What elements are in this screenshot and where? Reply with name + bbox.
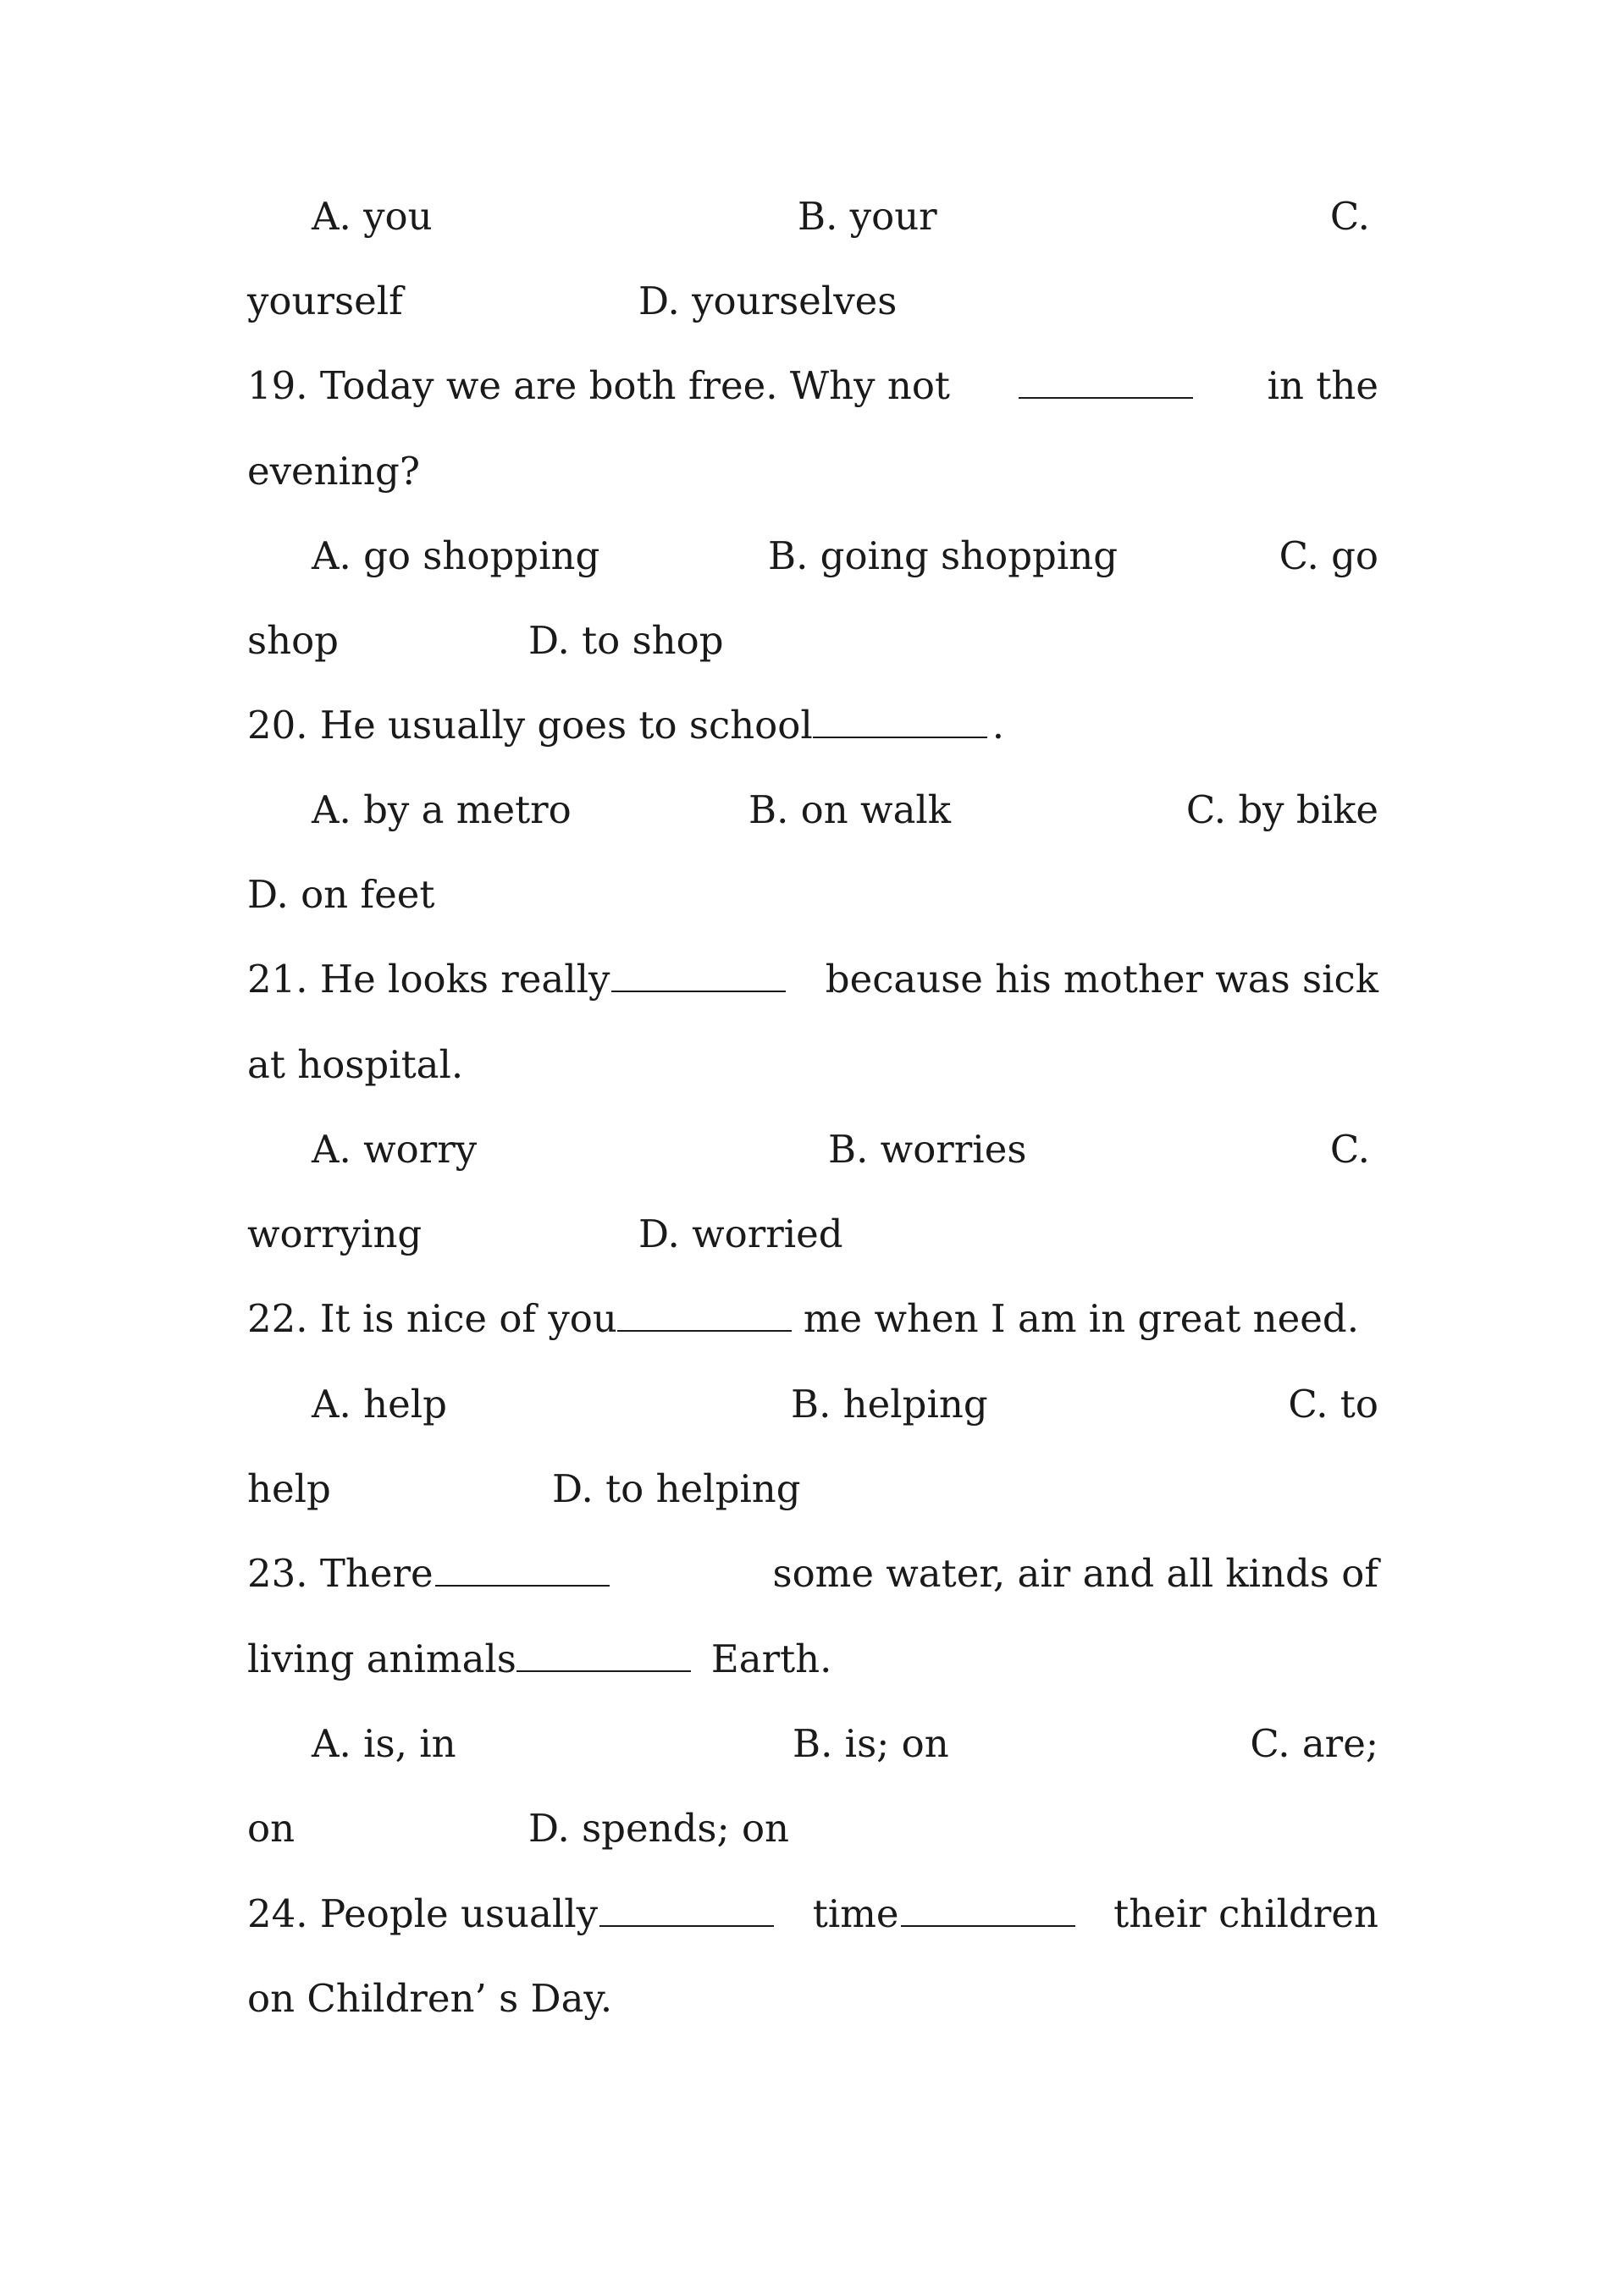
- q22-options-row-2: [247, 1460, 1378, 1519]
- q20-option-c: C. by bike: [1185, 787, 1378, 832]
- q19-stem-continued: evening?: [247, 449, 420, 494]
- q19-option-c-continued: shop: [247, 618, 339, 663]
- q24-stem-start-group: [247, 1885, 779, 1944]
- q20-stem-start: 20. He usually goes to school: [247, 703, 813, 748]
- q24-question-stem: [247, 1885, 1378, 1944]
- q23-options-row-2: [247, 1799, 1378, 1858]
- q23-option-c: C. are;: [1250, 1721, 1378, 1766]
- q20-stem-end: .: [992, 703, 1005, 748]
- q23-question-stem: [247, 1544, 1378, 1603]
- q21-stem-start: 21. He looks really: [247, 957, 610, 1002]
- q23-stem-start-group: [247, 1544, 615, 1603]
- q19-stem-end: in the: [1267, 363, 1378, 408]
- q23-stem-continued-end: Earth.: [710, 1636, 832, 1681]
- q21-question-stem-2: [247, 1035, 1378, 1095]
- q19-option-a: A. go shopping: [312, 533, 600, 578]
- q21-question-stem: [247, 950, 1378, 1009]
- q23-option-a: A. is, in: [312, 1721, 456, 1766]
- q24-answer-blank-1[interactable]: [599, 1888, 774, 1927]
- q22-options-row: [247, 1375, 1378, 1434]
- q23-question-stem-2: [247, 1630, 1378, 1689]
- q24-answer-blank-2[interactable]: [901, 1888, 1075, 1927]
- q20-option-b: B. on walk: [748, 787, 952, 832]
- q24-stem-mid-group: [813, 1885, 1080, 1944]
- q23-stem-continued-start: living animals: [247, 1636, 516, 1681]
- q21-options-row: [247, 1120, 1378, 1179]
- q22-option-d: D. to helping: [552, 1466, 801, 1511]
- q19-option-c: C. go: [1279, 533, 1378, 578]
- q22-option-b: B. helping: [791, 1382, 988, 1427]
- q20-question-stem: [247, 696, 1378, 755]
- q20-option-a: A. by a metro: [312, 787, 572, 832]
- q21-stem-continued: at hospital.: [247, 1042, 464, 1087]
- q23-options-row: [247, 1714, 1378, 1774]
- q24-stem-continued: on Children’ s Day.: [247, 1976, 613, 2021]
- q22-option-c: C. to: [1288, 1382, 1378, 1427]
- q21-option-b: B. worries: [828, 1127, 1027, 1172]
- q24-stem-mid: time: [812, 1891, 899, 1936]
- q22-option-a: A. help: [312, 1382, 447, 1427]
- q18-option-b: B. your: [798, 194, 937, 239]
- q23-answer-blank-2[interactable]: [516, 1633, 691, 1672]
- q21-answer-blank[interactable]: [611, 953, 786, 992]
- q23-stem-end: some water, air and all kinds of: [772, 1551, 1378, 1596]
- q21-option-a: A. worry: [312, 1127, 478, 1172]
- q20-options-row-2: [247, 865, 1378, 924]
- q19-stem-start: 19. Today we are both free. Why not: [247, 363, 950, 408]
- q19-question-stem-2: [247, 442, 1378, 501]
- q18-options-row-2: [247, 272, 1378, 331]
- q22-answer-blank[interactable]: [617, 1293, 792, 1332]
- q22-stem-end: me when I am in great need.: [803, 1296, 1359, 1341]
- q19-options-row: [247, 527, 1378, 586]
- q19-options-row-2: [247, 611, 1378, 671]
- q23-option-b: B. is; on: [793, 1721, 949, 1766]
- q22-question-stem: [247, 1289, 1378, 1349]
- q23-option-c-continued: on: [247, 1806, 296, 1851]
- q23-answer-blank-1[interactable]: [435, 1548, 610, 1587]
- q23-option-d: D. spends; on: [528, 1806, 790, 1851]
- q20-option-d: D. on feet: [247, 872, 435, 917]
- q21-option-c-continued: worrying: [247, 1211, 423, 1256]
- q18-option-c: C.: [1329, 194, 1370, 239]
- q21-option-d: D. worried: [638, 1211, 843, 1256]
- q18-options-row: [247, 187, 1378, 246]
- q22-option-c-continued: help: [247, 1466, 331, 1511]
- q24-stem-start: 24. People usually: [247, 1891, 599, 1936]
- q21-option-c: C.: [1329, 1127, 1370, 1172]
- q23-stem-start: 23. There: [247, 1551, 434, 1596]
- q18-option-a: A. you: [312, 194, 433, 239]
- q19-option-d: D. to shop: [528, 618, 724, 663]
- q24-stem-end: their children: [1113, 1891, 1378, 1936]
- q22-stem-start: 22. It is nice of you: [247, 1296, 617, 1341]
- q21-options-row-2: [247, 1205, 1378, 1264]
- q21-stem-start-group: [247, 950, 791, 1009]
- q19-answer-blank[interactable]: [1019, 360, 1193, 399]
- q20-answer-blank[interactable]: [813, 699, 987, 738]
- q18-option-c-continued: yourself: [247, 279, 403, 323]
- q24-question-stem-2: [247, 1969, 1378, 2028]
- q18-option-d: D. yourselves: [638, 279, 898, 323]
- q19-question-stem: [247, 356, 1378, 416]
- q20-options-row: [247, 781, 1378, 840]
- q19-option-b: B. going shopping: [768, 533, 1119, 578]
- q21-stem-end: because his mother was sick: [825, 957, 1378, 1002]
